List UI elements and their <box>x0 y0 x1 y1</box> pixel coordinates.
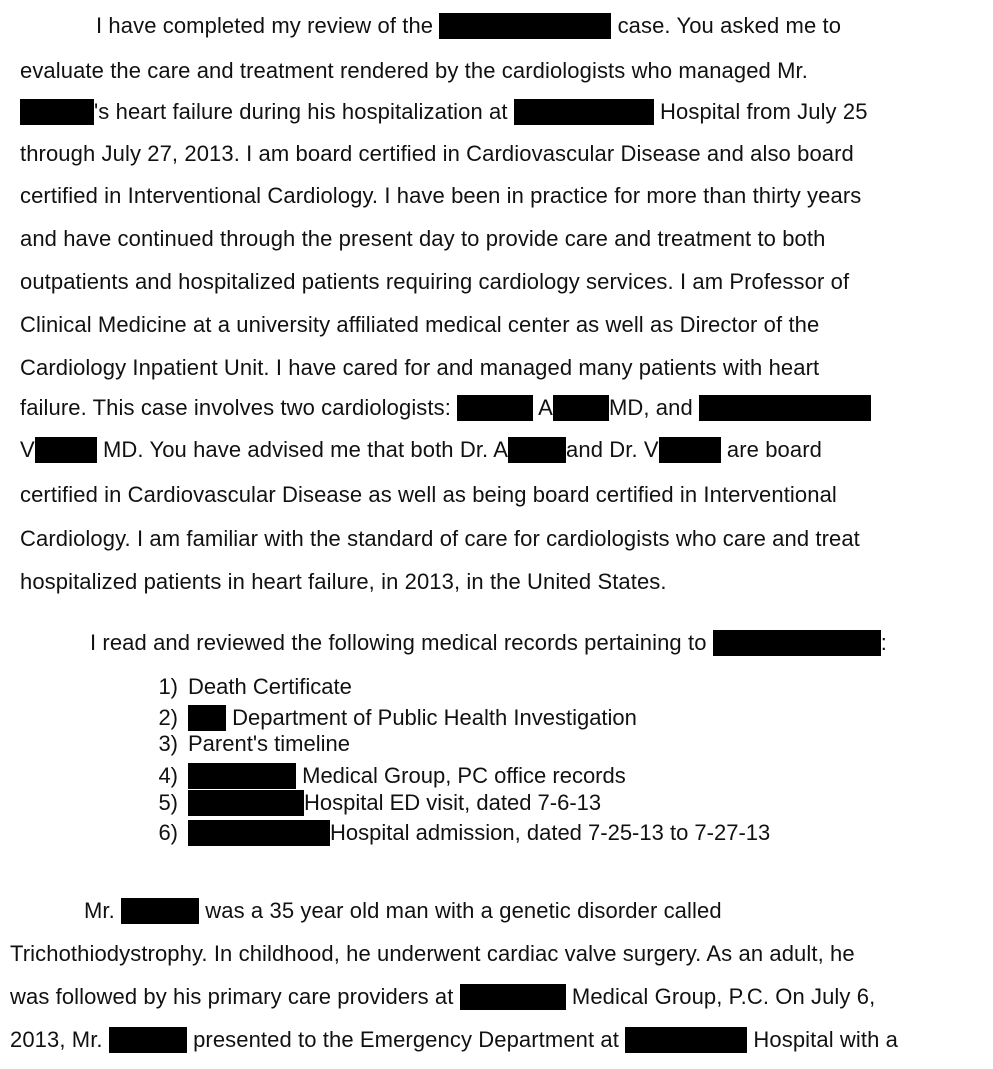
list-item <box>140 674 352 700</box>
redaction-block <box>460 984 566 1010</box>
p1-line-14: hospitalized patients in heart failure, in 2013, in the United States. <box>20 569 667 594</box>
redaction-block <box>35 437 97 463</box>
p3-line-2: Trichothiodystrophy. In childhood, he underwent cardiac valve surgery. As an adult, he <box>10 941 855 966</box>
text-fragment: and Dr. V <box>566 437 659 462</box>
text-fragment: : <box>880 630 887 655</box>
text-fragment: Mr. <box>84 898 115 923</box>
text-fragment: I read and reviewed the following medical records pertaining to <box>90 630 707 655</box>
text-fragment: was followed by his primary care providers at <box>10 984 454 1009</box>
list-number: 5) <box>158 790 178 815</box>
list-text: Medical Group, PC office records <box>302 763 626 788</box>
list-item <box>140 790 601 816</box>
text-fragment: V <box>20 437 35 462</box>
text-fragment: presented to the Emergency Department at <box>193 1027 619 1052</box>
p3-line-3 <box>10 984 875 1010</box>
redaction-block <box>188 705 226 731</box>
p1-line-11 <box>20 437 822 463</box>
list-text: Death Certificate <box>188 674 352 699</box>
text-fragment: are board <box>726 437 822 462</box>
redaction-block <box>514 99 654 125</box>
text-fragment: Medical Group, P.C. On July 6, <box>571 984 876 1009</box>
redaction-block <box>713 630 881 656</box>
list-text: Hospital admission, dated 7-25-13 to 7-27-13 <box>330 820 771 845</box>
redaction-block <box>553 395 609 421</box>
p1-line-7: outpatients and hospitalized patients requiring cardiology services. I am Professor of <box>20 269 850 294</box>
p1-line-13: Cardiology. I am familiar with the standard of care for cardiologists who care and treat <box>20 526 860 551</box>
text-fragment: failure. This case involves two cardiologists: <box>20 395 451 420</box>
list-number: 6) <box>158 820 178 845</box>
p1-line-1 <box>96 13 841 39</box>
list-text: Department of Public Health Investigation <box>232 705 637 730</box>
p1-line-10 <box>20 395 871 421</box>
redaction-block <box>188 820 330 846</box>
text-fragment: case. You asked me to <box>617 13 842 38</box>
list-text: Hospital ED visit, dated 7-6-13 <box>304 790 602 815</box>
redaction-block <box>188 790 304 816</box>
redaction-block <box>121 898 199 924</box>
list-text: Parent's timeline <box>188 731 350 756</box>
p1-line-3 <box>20 99 868 125</box>
redaction-block <box>508 437 566 463</box>
redaction-block <box>625 1027 747 1053</box>
redaction-block <box>188 763 296 789</box>
text-fragment: A <box>538 395 553 420</box>
text-fragment: I have completed my review of the <box>96 13 434 38</box>
p3-line-4 <box>10 1027 898 1053</box>
p1-line-2: evaluate the care and treatment rendered by the cardiologists who managed Mr. <box>20 58 808 83</box>
p1-line-12: certified in Cardiovascular Disease as well as being board certified in Interventional <box>20 482 837 507</box>
list-item <box>140 731 350 757</box>
list-item <box>140 763 626 789</box>
text-fragment: was a 35 year old man with a genetic disorder called <box>205 898 722 923</box>
p1-line-4: through July 27, 2013. I am board certified in Cardiovascular Disease and also board <box>20 141 854 166</box>
p1-line-8: Clinical Medicine at a university affiliated medical center as well as Director of the <box>20 312 820 337</box>
redaction-block <box>699 395 871 421</box>
list-number: 2) <box>158 705 178 730</box>
text-fragment: MD, and <box>608 395 693 420</box>
text-fragment: MD. You have advised me that both Dr. A <box>103 437 509 462</box>
p3-line-1 <box>84 898 722 924</box>
list-number: 1) <box>158 674 178 699</box>
text-fragment: 's heart failure during his hospitalization at <box>94 99 508 124</box>
list-number: 3) <box>158 731 178 756</box>
p2-intro <box>90 630 887 656</box>
list-item <box>140 820 770 846</box>
p1-line-9: Cardiology Inpatient Unit. I have cared for and managed many patients with heart <box>20 355 820 380</box>
p1-line-6: and have continued through the present day to provide care and treatment to both <box>20 226 826 251</box>
redaction-block <box>109 1027 187 1053</box>
redaction-block <box>20 99 94 125</box>
redaction-block <box>659 437 721 463</box>
redaction-block <box>439 13 611 39</box>
p1-line-5: certified in Interventional Cardiology. I have been in practice for more than thirty years <box>20 183 862 208</box>
text-fragment: 2013, Mr. <box>10 1027 103 1052</box>
text-fragment: Hospital from July 25 <box>660 99 868 124</box>
text-fragment: Hospital with a <box>753 1027 898 1052</box>
list-item <box>140 705 637 731</box>
list-number: 4) <box>158 763 178 788</box>
redaction-block <box>457 395 533 421</box>
